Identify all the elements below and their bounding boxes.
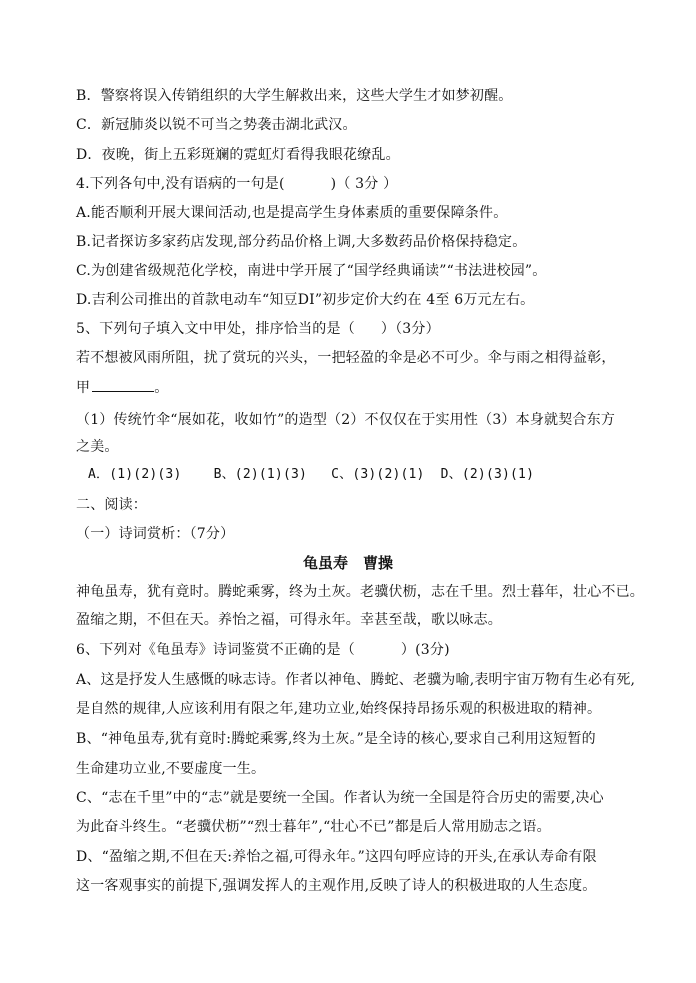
q6-option-a-line1: A、这是抒发人生感慨的咏志诗。作者以神龟、腾蛇、老骥为喻,表明宇宙万物有生必有死, xyxy=(76,672,636,688)
q4-option-a: A.能否顺利开展大课间活动,也是提高学生身体素质的重要保障条件。 xyxy=(76,205,508,221)
q5-items-line1: （1）传统竹伞“展如花，收如竹”的造型（2）不仅仅在于实用性（3）本身就契合东方 xyxy=(76,412,616,428)
q5-stem-text: 5、下列句子填入文中甲处，排序恰当的是（ xyxy=(76,321,355,337)
q4-stem xyxy=(76,174,636,194)
q6-stem-text: 6、下列对《龟虽寿》诗词鉴赏不正确的是（ xyxy=(76,642,355,658)
q3-option-b: B．警察将误入传销组织的大学生解救出来，这些大学生才如梦初醒。 xyxy=(76,88,513,104)
poem-line1: 神龟虽寿，犹有竟时。腾蛇乘雾，终为土灰。老骥伏枥，志在千里。烈士暮年，壮心不已。 xyxy=(76,584,644,600)
q5-passage-line1: 若不想被风雨所阻，扰了赏玩的兴头，一把轻盈的伞是必不可少。伞与雨之相得益彰， xyxy=(76,350,616,366)
q4-option-d: D.吉利公司推出的首款电动车“知豆DI”初步定价大约在 4至 6万元左右。 xyxy=(76,292,535,308)
period: 。 xyxy=(154,380,169,396)
poem-title: 龟虽寿 曹操 xyxy=(302,554,393,572)
q4-points: )（ 3分 ） xyxy=(330,176,398,192)
q6-option-a-line2: 是自然的规律,人应该利用有限之年,建功立业,始终保持昂扬乐观的积极进取的精神。 xyxy=(76,701,602,717)
q5-items-line2: 之美。 xyxy=(76,439,119,455)
q6-option-d-line1: D、“盈缩之期,不但在天:养怡之福,可得永年。”这四句呼应诗的开头,在承认寿命有限 xyxy=(76,849,597,865)
q5-points: ）（3分） xyxy=(380,321,440,337)
jia-label: 甲 xyxy=(76,380,91,396)
q6-option-c-line1: C、“志在千里”中的“志”就是要统一全国。作者认为统一全国是符合历史的需要,决心 xyxy=(76,790,604,806)
q5-stem xyxy=(76,319,636,339)
q3-option-d: D．夜晚，街上五彩斑斓的霓虹灯看得我眼花缭乱。 xyxy=(76,147,400,163)
q6-points: ）(3分) xyxy=(400,642,450,658)
q6-option-b-line2: 生命建功立业,不要虚度一生。 xyxy=(76,761,266,777)
q4-stem-text: 4.下列各句中,没有语病的一句是( xyxy=(76,176,285,192)
q6-stem xyxy=(76,640,636,660)
poem-line2: 盈缩之期，不但在天。养怡之福，可得永年。幸甚至哉，歌以咏志。 xyxy=(76,612,502,628)
section-heading: 二、阅读： xyxy=(76,497,147,513)
q4-option-b: B.记者探访多家药店发现,部分药品价格上调,大多数药品价格保持稳定。 xyxy=(76,234,527,250)
subsection-heading: （一）诗词赏析：（7分） xyxy=(76,526,235,542)
q5-choices: A．(1)(2)(3) B、(2)(1)(3) C、(3)(2)(1) D、(2)(3)(1) xyxy=(88,467,535,482)
q6-option-d-line2: 这一客观事实的前提下,强调发挥人的主观作用,反映了诗人的积极进取的人生态度。 xyxy=(76,878,597,894)
jia-blank xyxy=(92,377,154,392)
q6-option-c-line2: 为此奋斗终生。“老骥伏枥”“烈士暮年”,“壮心不已”都是后人常用励志之语。 xyxy=(76,819,551,835)
q4-option-c: C.为创建省级规范化学校，南进中学开展了“国学经典诵读”“书法进校园”。 xyxy=(76,263,547,279)
q3-option-c: C．新冠肺炎以锐不可当之势袭击湖北武汉。 xyxy=(76,117,357,133)
q6-option-b-line1: B、“神龟虽寿,犹有竟时:腾蛇乘雾,终为土灰。”是全诗的核心,要求自己利用这短暂的 xyxy=(76,731,596,747)
q5-passage-line2 xyxy=(76,377,636,398)
